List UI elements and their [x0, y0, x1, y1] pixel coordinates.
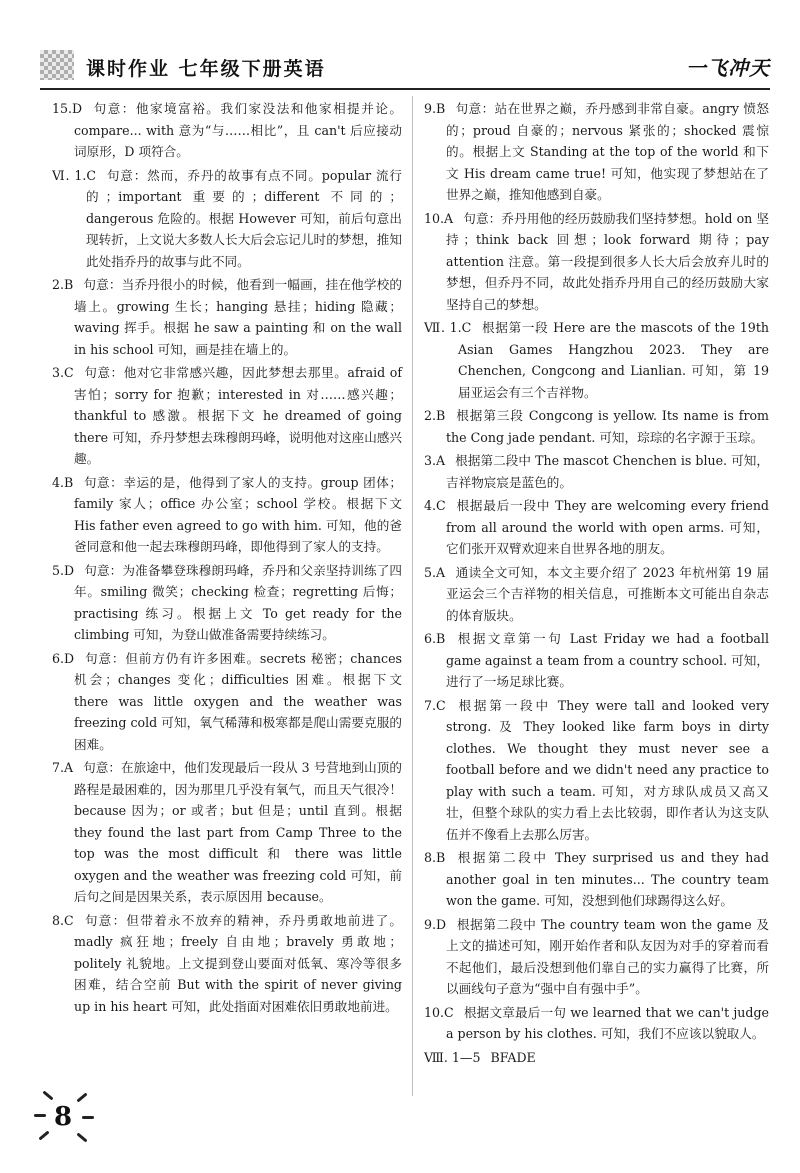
answer-explanation: 句意：他对它非常感兴趣，因此梦想去那里。afraid of 害怕；sorry for 抱歉；interested in 对……感兴趣；thankful to 感激。根据下文 he dreamed of going there 可知，乔丹梦想去珠穆朗玛峰，说明他对这座山感兴趣。	[74, 365, 402, 466]
page-number-badge	[28, 1092, 98, 1152]
column-divider	[412, 96, 413, 1096]
answer-label: 5.D	[52, 562, 75, 578]
answer-explanation: 根据最后一段中 They are welcoming every friend from all around the world with open arms. 可知，它们张开双臂欢迎来自世界各地的朋友。	[446, 498, 769, 556]
page-header	[40, 44, 770, 90]
answer-label: 8.C	[52, 912, 74, 928]
answer-explanation: 句意：但前方仍有许多困难。secrets 秘密；chances 机会；changes 变化；difficulties 困难。根据下文 there was little oxygen and the weather was freezing cold 可知，氧气稀薄和极寒都是爬山需要克服的困难。	[74, 650, 402, 752]
answer-explanation: 根据第一段中 They were tall and looked very strong. 及 They looked like farm boys in dirty clothes. We thought they must never see a football before and we didn't need any practice to play with such a team. 可知，对方球队成员又高又壮，但整个球队的实力看上去比较弱，即作者认为这支队伍并不像看上去那么厉害。	[446, 697, 769, 842]
answer-item	[424, 914, 769, 1000]
answer-label: 7.C	[424, 697, 446, 713]
answer-explanation: 通读全文可知，本文主要介绍了 2023 年杭州第 19 届亚运会三个吉祥物的相关信息，可推断本文可能出自杂志的体育版块。	[446, 564, 769, 623]
answer-label: 4.C	[424, 498, 446, 513]
answer-label: 6.B	[424, 631, 446, 646]
answer-item	[424, 495, 769, 560]
answer-item	[424, 98, 769, 206]
answer-explanation: BFADE	[490, 1049, 536, 1065]
answer-explanation: 根据文章最后一句 we learned that we can't judge a person by his clothes. 可知，我们不应该以貌取人。	[446, 1004, 769, 1041]
header-decoration	[40, 50, 74, 80]
answer-explanation: 句意：但带着永不放弃的精神，乔丹勇敢地前进了。madly 疯狂地；freely 自由地；bravely 勇敢地；politely 礼貌地。上文提到登山要面对低氧、寒冷等很多困难，结合空前 But with the spirit of never giving up in his heart 可知，此处指面对困难依旧勇敢地前进。	[74, 912, 402, 1014]
answer-item	[424, 405, 769, 448]
answer-label: Ⅷ. 1—5	[424, 1049, 481, 1065]
answer-explanation: 句意：当乔丹很小的时候，他看到一幅画，挂在他学校的墙上。growing 生长；hanging 悬挂；hiding 隐藏；waving 挥手。根据 he saw a painting 和 on the wall in his school 可知，画是挂在墙上的。	[74, 277, 402, 357]
answer-item	[52, 910, 402, 1018]
answer-explanation: 句意：乔丹用他的经历鼓励我们坚持梦想。hold on 坚持；think back 回想；look forward 期待；pay attention 注意。第一段提到很多人长大后会放弃儿时的梦想，但乔丹不同，故此处指乔丹用自己的经历鼓励大家坚持自己的梦想。	[446, 210, 769, 312]
answer-explanation: 句意：幸运的是，他得到了家人的支持。group 团体；family 家人；office 办公室；school 学校。根据下文 His father even agreed to go with him. 可知，他的爸爸同意和他一起去珠穆朗玛峰，即他得到了家人的支持。	[74, 474, 402, 554]
answer-label: Ⅵ. 1.C	[52, 167, 97, 183]
answer-explanation: 根据第二段中 They surprised us and they had another goal in ten minutes... The country team won the game. 可知，没想到他们球踢得这么好。	[446, 850, 769, 908]
answer-label: 6.D	[52, 650, 75, 666]
brand-logo: 一飞冲天	[686, 56, 770, 80]
answer-explanation: 根据第二段中 The mascot Chenchen is blue. 可知，吉祥物宸宸是蓝色的。	[446, 453, 769, 490]
answer-item	[424, 628, 769, 693]
left-column	[52, 98, 402, 1019]
answer-item	[424, 208, 769, 316]
answer-explanation: 句意：为准备攀登珠穆朗玛峰，乔丹和父亲坚持训练了四年。smiling 微笑；checking 检查；regretting 后悔；practising 练习。根据上文 To get ready for the climbing 可知，为登山做准备需要持续练习。	[74, 562, 402, 642]
answer-item	[424, 450, 769, 493]
answer-item	[52, 757, 402, 908]
answer-label: 8.B	[424, 850, 446, 865]
answer-explanation: 根据第二段中 The country team won the game 及上文的描述可知，刚开始作者和队友因为对手的穿着而看不起他们，最后没想到他们靠自己的实力赢得了比赛，所以画线句子意为“强中自有强中手”。	[446, 916, 769, 996]
answer-label: 10.A	[424, 210, 454, 226]
answer-explanation: 句意：在旅途中，他们发现最后一段从 3 号营地到山顶的路程是最困难的，因为那里几乎没有氧气，而且天气很冷！because 因为；or 或者；but 但是；until 直到。根据 they found the last part from Camp Three to the top was the most difficult 和 there was little oxygen and the weather was freezing cold 可知，前后句之间是因果关系，表示原因用 because。	[74, 760, 402, 904]
answer-item	[424, 1047, 769, 1069]
answer-item	[52, 648, 402, 756]
answer-label: 7.A	[52, 760, 74, 775]
answer-label: 3.A	[424, 453, 446, 468]
answer-explanation: 句意：然而，乔丹的故事有点不同。popular 流行的；important 重要的；different 不同的；dangerous 危险的。根据 However 可知，前后句意出现转折，上文说大多数人长大后会忘记儿时的梦想，推知此处指乔丹的故事与此不同。	[86, 167, 402, 269]
answer-item	[52, 274, 402, 360]
answer-item	[52, 560, 402, 646]
answer-label: 9.B	[424, 101, 446, 116]
answer-item	[424, 695, 769, 846]
answer-label: 3.C	[52, 365, 74, 380]
answer-explanation: 根据文章第一句 Last Friday we had a football game against a team from a country school. 可知，进行了一场足球比赛。	[446, 631, 769, 689]
answer-item	[424, 317, 769, 403]
answer-explanation: 句意：站在世界之巅，乔丹感到非常自豪。angry 愤怒的；proud 自豪的；nervous 紧张的；shocked 震惊的。根据上文 Standing at the top of the world 和下文 His dream came true! 可知，他实现了梦想站在了世界之巅，推知他感到自豪。	[446, 101, 769, 202]
answer-explanation: 根据第三段 Congcong is yellow. Its name is from the Cong jade pendant. 可知，琮琮的名字源于玉琮。	[446, 408, 769, 445]
answer-explanation: 句意：他家境富裕。我们家没法和他家相提并论。compare... with 意为“与……相比”，且 can't 后应接动词原形，D 项符合。	[74, 101, 402, 159]
page-number: 8	[54, 1102, 73, 1132]
header-title: 课时作业 七年级下册英语	[86, 58, 326, 80]
answer-item	[52, 362, 402, 470]
answer-label: Ⅶ. 1.C	[424, 320, 472, 335]
answer-label: 4.B	[52, 474, 74, 490]
answer-explanation: 根据第一段 Here are the mascots of the 19th Asian Games Hangzhou 2023. They are Chenchen, Congcong and Lianlian. 可知，第 19 届亚运会有三个吉祥物。	[458, 320, 769, 400]
answer-label: 10.C	[424, 1004, 454, 1020]
answer-item	[52, 165, 402, 273]
right-column	[424, 98, 769, 1070]
answer-label: 5.A	[424, 564, 446, 580]
answer-label: 9.D	[424, 916, 447, 932]
answer-label: 2.B	[424, 408, 446, 423]
answer-item	[52, 98, 402, 163]
answer-item	[52, 472, 402, 558]
answer-item	[424, 847, 769, 912]
answer-item	[424, 562, 769, 627]
answer-item	[424, 1002, 769, 1045]
answer-label: 15.D	[52, 101, 83, 116]
answer-label: 2.B	[52, 277, 74, 292]
